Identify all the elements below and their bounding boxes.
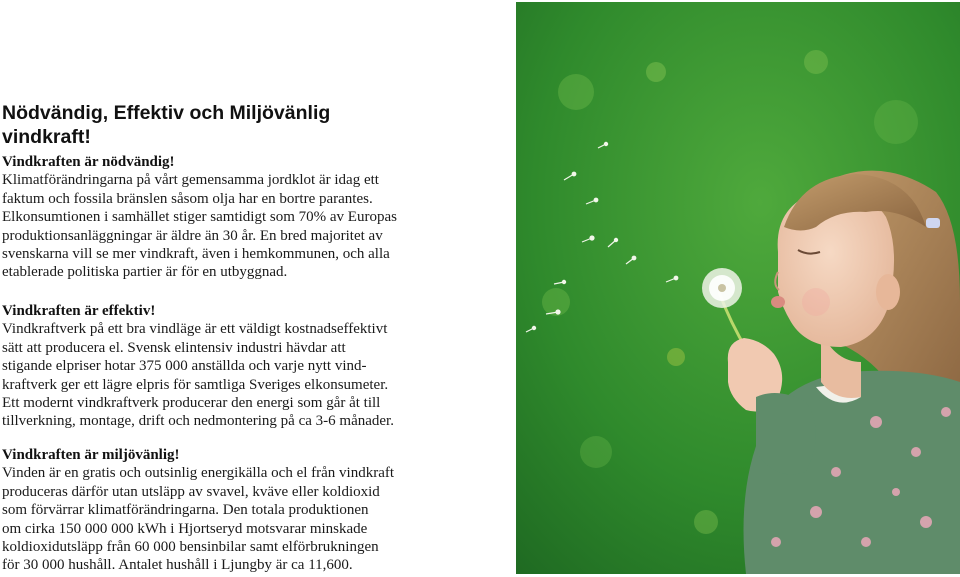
- body-line: kraftverk ger ett lägre elpris för samtliga Sveriges elkonsumeter.: [2, 376, 389, 393]
- body-line: Vinden är en gratis och outsinlig energikälla och el från vindkraft: [2, 465, 395, 482]
- body-line: Elkonsumtionen i samhället stiger samtidigt som 70% av Europas: [2, 209, 397, 226]
- section-environmental: [2, 446, 502, 575]
- body-line: Ett modernt vindkraftverk producerar den energi som går åt till: [2, 395, 381, 412]
- section-heading: Vindkraften är nödvändig!: [2, 154, 175, 170]
- section-necessary: [2, 153, 502, 282]
- body-line: produktionsanläggningar är äldre än 30 år. En bred majoritet av: [2, 227, 383, 244]
- section-body: [2, 320, 502, 430]
- section-heading: Vindkraften är miljövänlig!: [2, 447, 180, 463]
- body-line: om cirka 150 000 000 kWh i Hjortseryd motsvarar minskade: [2, 520, 368, 537]
- body-line: tillverkning, montage, drift och nedmontering på ca 3-6 månader.: [2, 413, 394, 430]
- hair-clip-icon: [926, 218, 940, 228]
- girl-dandelion-photo: [516, 2, 960, 574]
- body-line: etablerade politiska partier är för en utbyggnad.: [2, 264, 288, 281]
- body-line: för 30 000 hushåll. Antalet hushåll i Ljungby är ca 11,600.: [2, 557, 353, 574]
- section-effective: [2, 302, 502, 431]
- page-title: [2, 101, 422, 149]
- title-line-2: vindkraft!: [2, 126, 91, 149]
- body-line: Vindkraftverk på ett bra vindläge är ett väldigt kostnadseffektivt: [2, 321, 388, 338]
- body-line: stigande elpriser hotar 375 000 anställda och varje nytt vind-: [2, 358, 367, 375]
- body-line: svenskarna vill se mer vindkraft, även i hemkommunen, och alla: [2, 246, 390, 263]
- body-line: faktum och fossila bränslen såsom olja har en bortre parantes.: [2, 190, 373, 207]
- section-body: [2, 464, 502, 574]
- title-line-1: Nödvändig, Effektiv och Miljövänlig: [2, 102, 331, 125]
- body-line: sätt att producera el. Svensk elintensiv industri hävdar att: [2, 339, 346, 356]
- body-line: som förvärrar klimatförändringarna. Den totala produktionen: [2, 502, 369, 519]
- body-line: Klimatförändringarna på vårt gemensamma jordklot är idag ett: [2, 172, 379, 189]
- section-heading: Vindkraften är effektiv!: [2, 303, 156, 319]
- body-line: koldioxidutsläpp från 60 000 bensinbilar samt elförbrukningen: [2, 539, 379, 556]
- body-line: produceras därför utan utsläpp av svavel, kväve eller koldioxid: [2, 483, 380, 500]
- section-body: [2, 171, 502, 281]
